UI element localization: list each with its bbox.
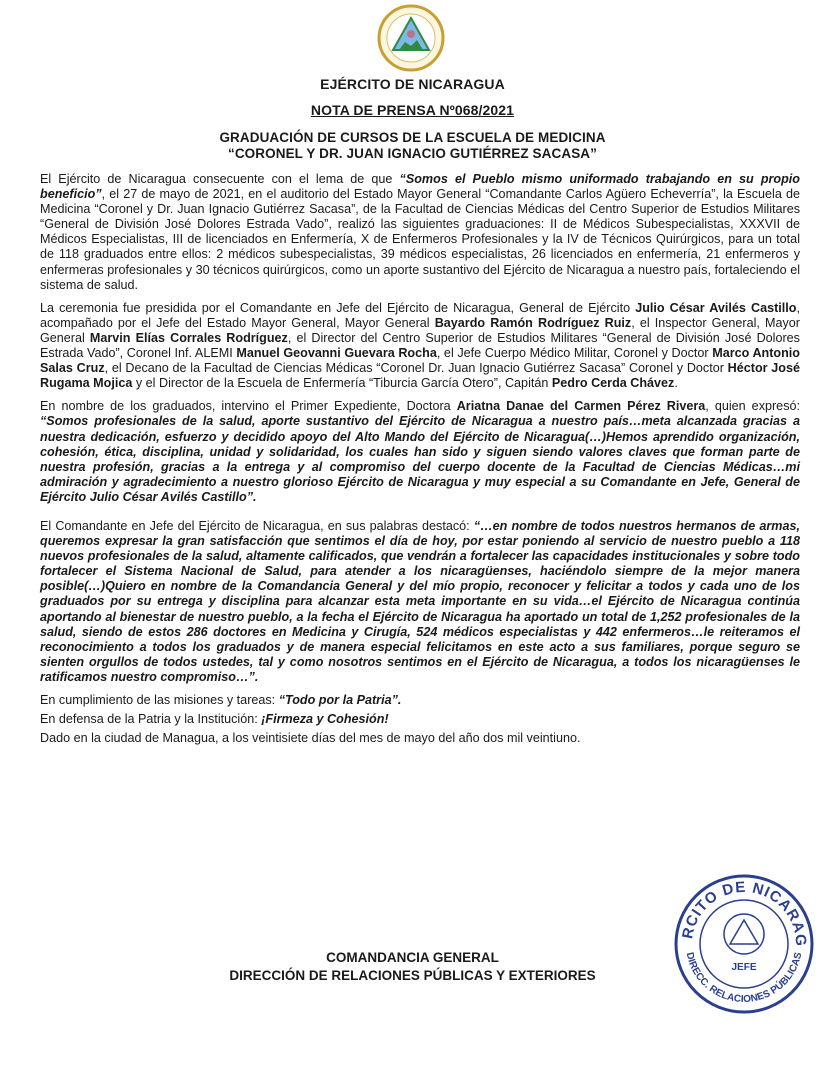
text: En cumplimiento de las misiones y tareas: [40, 693, 279, 707]
text: , el Decano de la Facultad de Ciencias Médicas “Coronel Dr. Juan Ignacio Gutiérrez Sacasa” Coronel y Doctor [104, 361, 728, 376]
paragraph-commander-speech [40, 519, 800, 685]
person-name: Marvin Elías Corrales Rodríguez [89, 330, 288, 345]
text: El Ejército de Nicaragua consecuente con el lema de que [40, 172, 400, 186]
closing-line-2 [40, 712, 800, 727]
text: , el Director del Centro Superior de Estudios Militares “General de División José Dolores Estrada Vado”, Coronel Inf. ALEMI [40, 330, 800, 361]
signature-line-2: DIRECCIÓN DE RELACIONES PÚBLICAS Y EXTERIORES [229, 968, 596, 983]
person-name: Pedro Cerda Chávez [551, 376, 675, 391]
paragraph-graduations [40, 172, 800, 293]
person-name: Marco Antonio Salas Cruz [40, 346, 800, 376]
closing-line-1 [40, 693, 800, 708]
paragraph-graduate-speech [40, 399, 800, 505]
motto: “Somos el Pueblo mismo uniformado trabajando en su propio beneficio” [40, 172, 800, 202]
paragraph-ceremony [40, 301, 800, 392]
text: La ceremonia fue presidida por el Comandante en Jefe del Ejército de Nicaragua, General de Ejército [40, 300, 636, 315]
text: , acompañado por el Jefe del Estado Mayor General, Mayor General [40, 300, 800, 330]
person-name: Héctor José Rugama Mojica [40, 361, 800, 391]
svg-text:EJÉRCITO DE NICARAGUA [672, 872, 809, 947]
headline-line-1: GRADUACIÓN DE CURSOS DE LA ESCUELA DE MEDICINA [219, 130, 606, 145]
person-name: Julio César Avilés Castillo [635, 300, 797, 315]
person-name: Ariatna Danae del Carmen Pérez Rivera [456, 399, 706, 414]
quote: “Somos profesionales de la salud, aporte sustantivo del Ejército de Nicaragua a nuestro país…meta alcanzada gracias a nuestra dedicación, esfuerzo y decidido apoyo del Alto Mando del Ejército de Nicaragua(…)Hemos aprendido organización, cohesión, ética, disciplina, unidad y solidaridad, los cuales han sido y siguen siendo valores claves que forman parte de nuestra profesión, gracias a la entrega y al compromiso del cuerpo docente de la Facultad de Ciencias Médicas…mi admiración y agradecimiento a nuestro glorioso Ejército de Nicaragua y muy especial a su Comandante en Jefe, General de Ejército Julio César Avilés Castillo”. [40, 414, 800, 504]
quote: “…en nombre de todos nuestros hermanos de armas, queremos expresar la gran satisfacción que sentimos el día de hoy, por estar poniendo al servicio de nuestro pueblo a 118 nuevos profesionales de la salud, altamente calificados, que vendrán a fortalecer las capacidades institucionales y sobre todo fortalecer el Sistema Nacional de Salud, para atender a los nicaragüenses, haciéndolo siempre de la mejor manera posible(…)Quiero en nombre de la Comandancia General y del mío propio, reconocer y felicitar a todos y cada uno de los graduados por su entrega y disciplina para alcanzar esta meta importante en su vida…el Ejército de Nicaragua continúa aportando al bienestar de nuestro pueblo, a la fecha el Ejército de Nicaragua ha aportado un total de 1,252 profesionales de la salud, siendo de estos 286 doctores en Medicina y Cirugía, 524 médicos especialistas y 442 enfermeros…le reiteramos el reconocimiento a todos los graduados y de manera especial felicitamos en este acto a sus familiares, porque seguro se sienten orgullos de todos ustedes, tal y como nosotros sentimos en el Ejército de Nicaragua, a todos los nicaragüenses le ratificamos nuestro compromiso…”. [40, 518, 801, 684]
slogan: ¡Firmeza y Cohesión! [261, 712, 389, 727]
press-body [40, 172, 800, 750]
organization-title: EJÉRCITO DE NICARAGUA [320, 76, 505, 92]
text: En defensa de la Patria y la Institución: [40, 712, 262, 727]
stamp-bottom-text: DIRECC. RELACIONES PÚBLICAS [683, 951, 805, 1006]
text: , quien expresó: [705, 399, 800, 414]
nicaragua-coat-of-arms-icon [377, 4, 445, 72]
stamp-top-text: RCITO DE NICARAG [679, 878, 810, 948]
slogan: “Todo por la Patria”. [278, 693, 402, 707]
press-note-number: NOTA DE PRENSA Nº068/2021 [310, 102, 515, 118]
official-stamp-icon [672, 872, 816, 1016]
text: . [674, 376, 678, 391]
text: , el 27 de mayo de 2021, en el auditorio del Estado Mayor General “Comandante Carlos Agüero Echeverría”, la Escuela de Medicina “Coronel y Dr. Juan Ignacio Gutiérrez Sacasa”, de la Facultad de Ciencias Médicas del Centro Superior de Estudios Militares “General de División José Dolores Estrada Vado”, realizó las siguientes graduaciones: II de Médicos Subespecialistas, XXXVII de Médicos Especialistas, III de licenciados en Enfermería, X de Enfermeros Profesionales y la IV de Técnicos Quirúrgicos, para un total de 118 graduados entre ellos: 2 médicos subespecialistas, 39 médicos especialistas, 26 licenciados en enfermería, 21 enfermeros y enfermeras profesionales y 30 técnicos quirúrgicos, como un aporte sustantivo del Ejército de Nicaragua a nuestro país, fortaleciendo el sistema de salud. [40, 187, 800, 292]
closing-line-3: Dado en la ciudad de Managua, a los veintisiete días del mes de mayo del año dos mil veintiuno. [40, 731, 581, 746]
signature-line-1: COMANDANCIA GENERAL [326, 950, 499, 965]
person-name: Bayardo Ramón Rodríguez Ruiz [434, 315, 632, 330]
stamp-center-text: JEFE [731, 962, 757, 973]
person-name: Manuel Geovanni Guevara Rocha [236, 346, 437, 361]
text: En nombre de los graduados, intervino el Primer Expediente, Doctora [40, 399, 457, 414]
text: , el Inspector General, Mayor General [40, 315, 800, 345]
text: El Comandante en Jefe del Ejército de Nicaragua, en sus palabras destacó: [40, 518, 474, 533]
headline-line-2: “CORONEL Y DR. JUAN IGNACIO GUTIÉRREZ SACASA” [227, 146, 598, 161]
text: , el Jefe Cuerpo Médico Militar, Coronel y Doctor [436, 346, 713, 361]
text: y el Director de la Escuela de Enfermería “Tiburcia García Otero”, Capitán [132, 376, 552, 391]
